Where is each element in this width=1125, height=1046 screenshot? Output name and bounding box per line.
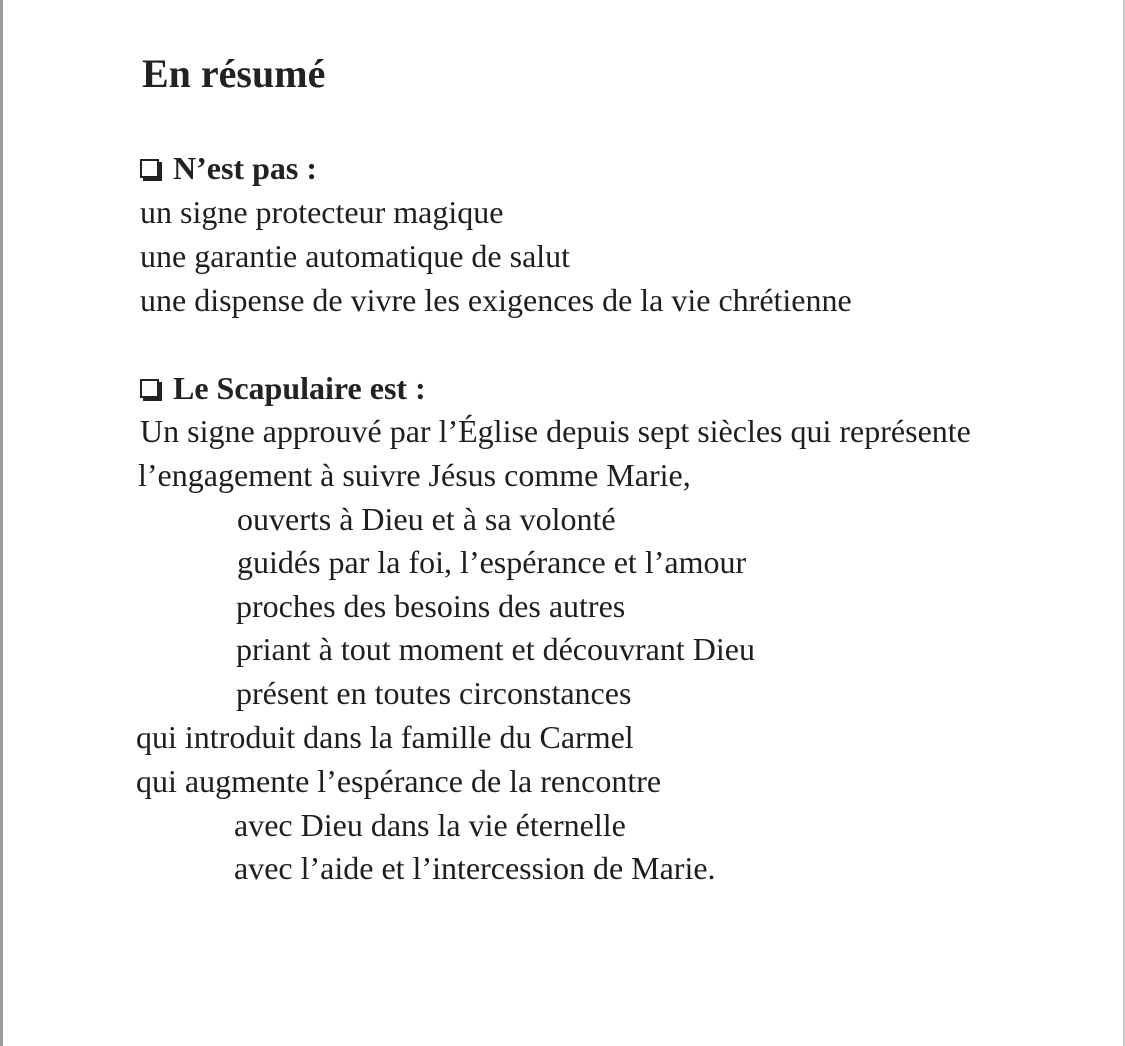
section-heading-nest-pas — [140, 150, 317, 187]
section-heading-label: Le Scapulaire est : — [173, 370, 426, 406]
text-line: une dispense de vivre les exigences de la vie chrétienne — [140, 282, 852, 318]
text-line-indented: proches des besoins des autres — [236, 588, 626, 624]
page-edge-left — [0, 0, 3, 1046]
text-line: Un signe approuvé par l’Église depuis sept siècles qui représente — [140, 413, 971, 449]
text-line-indented: ouverts à Dieu et à sa volonté — [237, 501, 616, 537]
checkbox-icon — [140, 379, 159, 398]
text-line: une garantie automatique de salut — [140, 238, 571, 274]
text-line-indented: avec l’aide et l’intercession de Marie. — [234, 850, 716, 886]
section-heading-scapulaire — [140, 370, 426, 407]
text-line-indented: priant à tout moment et découvrant Dieu — [236, 631, 755, 667]
section-heading-label: N’est pas : — [173, 150, 317, 186]
checkbox-icon — [140, 159, 159, 178]
text-line: l’engagement à suivre Jésus comme Marie, — [138, 457, 691, 493]
text-line: qui introduit dans la famille du Carmel — [136, 719, 634, 755]
page-title: En résumé — [142, 51, 326, 96]
text-line-indented: avec Dieu dans la vie éternelle — [234, 807, 626, 843]
text-line: qui augmente l’espérance de la rencontre — [136, 763, 662, 799]
text-line-indented: présent en toutes circonstances — [236, 675, 632, 711]
text-line: un signe protecteur magique — [140, 194, 504, 230]
text-line-indented: guidés par la foi, l’espérance et l’amour — [237, 544, 747, 580]
